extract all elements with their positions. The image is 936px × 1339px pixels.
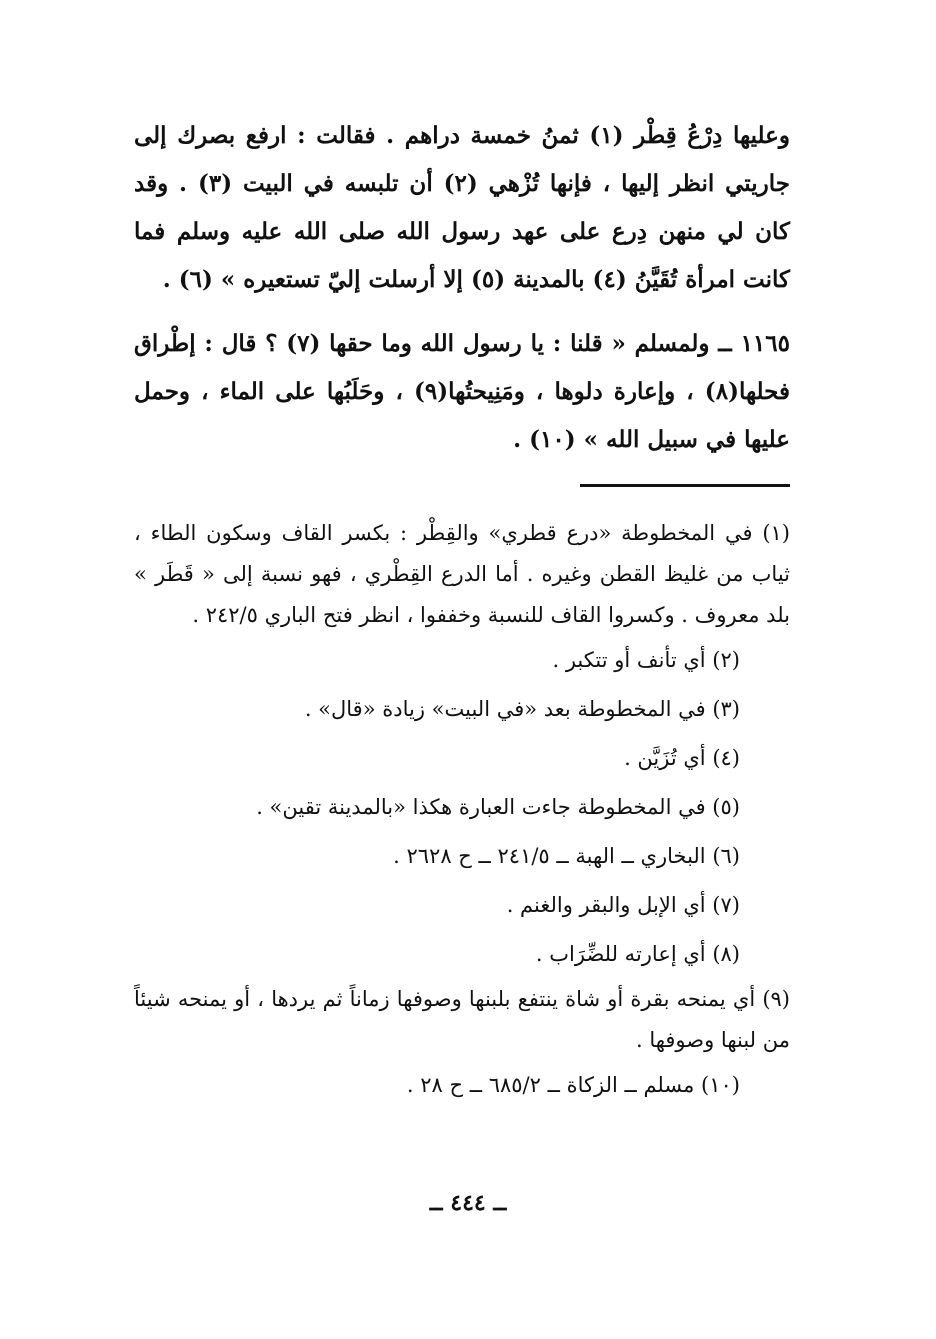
footnotes [134,513,790,1110]
hadith-paragraph-continued: وعليها دِرْعُ قِطْر (١) ثمنُ خمسة دراهم . فقالت : ارفع بصرك إلى جاريتي انظر إليها ، فإنها تُزْهي (٢) أن تلبسه في البيت (٣) . وقد كان لي منهن دِرع على عهد رسول الله صلى الله عليه وسلم فما كانت امرأة تُقَيَّنُ (٤) بالمدينة (٥) إلا أرسلت إليّ تستعيره » (٦) . [134,122,790,293]
footnote-8: (٨) أي إعارته للضِّرَاب . [535,942,740,966]
footnote-4: (٤) أي تُزَيَّن . [624,746,740,770]
book-page [134,112,790,1232]
hadith-paragraph-1165: ١١٦٥ ــ ولمسلم « قلنا : يا رسول الله وما حقها (٧) ؟ قال : إطْراق فحلها(٨) ، وإعارة دلوها ، ومَنِيحتُها(٩) ، وحَلَبُها على الماء ، وحمل عليها في سبيل الله » (١٠) . [134,330,791,453]
footnote-3: (٣) في المخطوطة بعد «في البيت» زيادة «قال» . [304,697,740,721]
main-text [134,112,790,464]
footnote-7: (٧) أي الإبل والبقر والغنم . [506,893,740,917]
footnote-9: (٩) أي يمنحه بقرة أو شاة ينتفع بلبنها وصوفها زماناً ثم يردها ، أو يمنحه شيئاً من لبنها وصوفها . [134,987,790,1052]
footnote-5: (٥) في المخطوطة جاءت العبارة هكذا «بالمدينة تقين» . [256,795,740,819]
page-number: ــ ٤٤٤ ــ [429,1190,507,1216]
footnote-2: (٢) أي تأنف أو تتكبر . [552,648,740,672]
footnote-separator [580,484,790,487]
footnote-1: (١) في المخطوطة «درع قطري» والقِطْر : بكسر القاف وسكون الطاء ، ثياب من غليظ القطن وغيره . أما الدرع القِطْري ، فهو نسبة إلى « قَطَر » بلد معروف . وكسروا القاف للنسبة وخففوا ، انظر فتح الباري ٢٤٢/٥ . [134,521,790,627]
footnote-6: (٦) البخاري ــ الهبة ــ ٢٤١/٥ ــ ح ٢٦٢٨ . [393,844,740,868]
footnote-10: (١٠) مسلم ــ الزكاة ــ ٦٨٥/٢ ــ ح ٢٨ . [406,1073,740,1097]
